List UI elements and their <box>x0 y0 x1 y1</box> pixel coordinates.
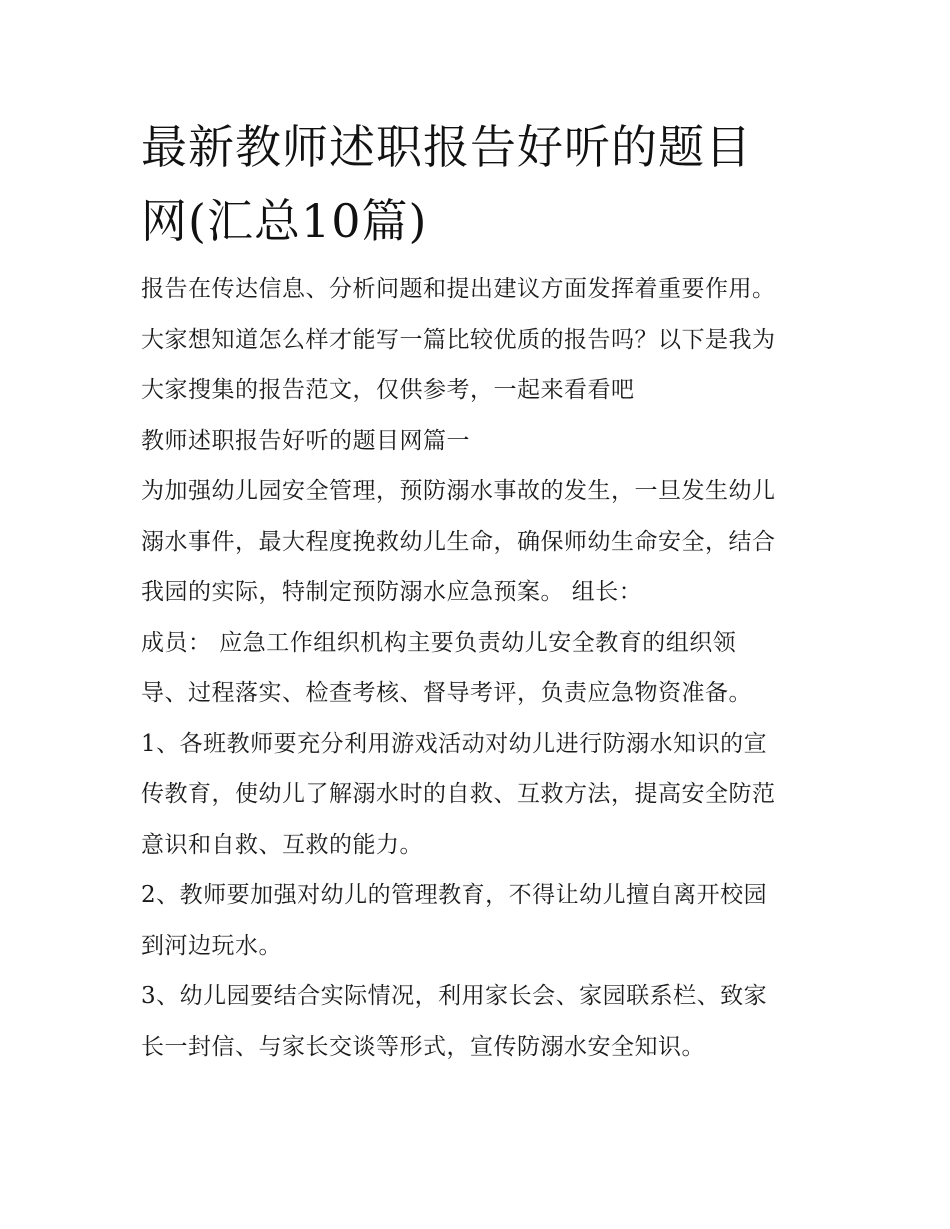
body-line: 大家想知道怎么样才能写一篇比较优质的报告吗？以下是我为 <box>141 326 776 353</box>
document-title <box>141 110 821 258</box>
body-line: 成员： 应急工作组织机构主要负责幼儿安全教育的组织领 <box>141 629 737 656</box>
body-line: 意识和自救、互救的能力。 <box>141 831 423 858</box>
body-line: 长一封信、与家长交谈等形式，宣传防溺水安全知识。 <box>141 1033 705 1060</box>
body-line: 报告在传达信息、分析问题和提出建议方面发挥着重要作用。 <box>141 276 776 302</box>
body-line: 我园的实际，特制定预防溺水应急预案。 组长： <box>141 579 643 605</box>
document-page <box>141 110 821 1072</box>
section-heading: 教师述职报告好听的题目网篇一 <box>141 427 470 454</box>
list-item-1: 1、各班教师要充分利用游戏活动对幼儿进行防溺水知识的宣 <box>141 730 768 757</box>
body-line: 传教育，使幼儿了解溺水时的自救、互救方法，提高安全防范 <box>141 781 776 807</box>
body-line: 到河边玩水。 <box>141 932 282 959</box>
list-item-3: 3、幼儿园要结合实际情况，利用家长会、家园联系栏、致家 <box>141 983 768 1009</box>
document-body <box>141 264 821 1072</box>
body-line: 溺水事件，最大程度挽救幼儿生命，确保师幼生命安全，结合 <box>141 528 776 555</box>
body-line: 为加强幼儿园安全管理，预防溺水事故的发生，一旦发生幼儿 <box>141 478 776 504</box>
body-line: 导、过程落实、检查考核、督导考评，负责应急物资准备。 <box>141 680 752 706</box>
title-line-2: 网(汇总10篇) <box>141 194 428 248</box>
title-line-1: 最新教师述职报告好听的题目 <box>141 120 752 174</box>
body-line: 大家搜集的报告范文，仅供参考，一起来看看吧 <box>141 377 635 403</box>
list-item-2: 2、教师要加强对幼儿的管理教育，不得让幼儿擅自离开校园 <box>141 882 768 908</box>
